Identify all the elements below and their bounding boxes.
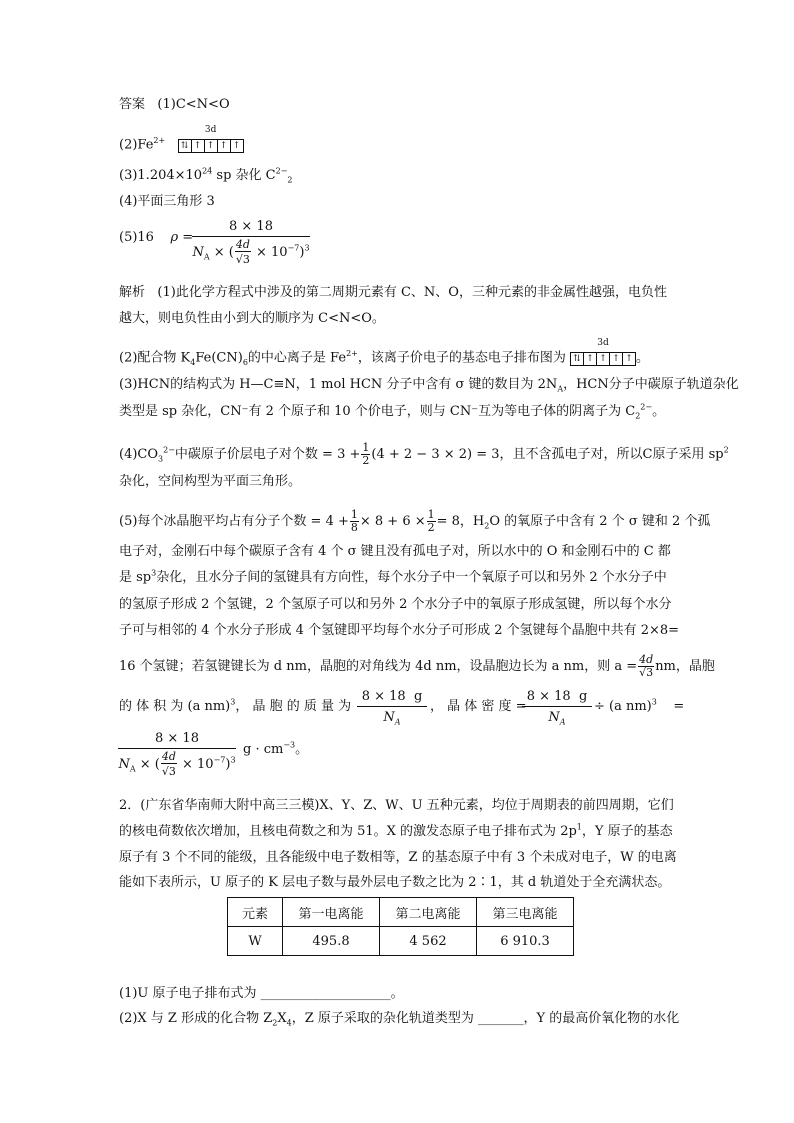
orbital-box: ⇅	[179, 140, 192, 152]
question2-line-3: 原子有 3 个不同的能级，且各能级中电子数相等，Z 的基态原子中有 3 个未成对电子，W 的电离	[119, 850, 677, 865]
analysis-p5-line-5: 子可与相邻的 4 个水分子形成 4 个氢键即平均每个水分子可形成 2 个氢键每个晶胞中共有 2×8=	[119, 623, 680, 638]
question2-line-4: 能如下表所示，U 原子的 K 层电子数与最外层电子数之比为 2∶1，其 d 轨道处于全充满状态。	[119, 875, 671, 890]
question2-line-1: 2．(广东省华南师大附中高三三模)X、Y、Z、W、U 五种元素，均位于周期表的前四周期，它们	[119, 798, 674, 813]
table-header-row	[228, 898, 574, 927]
mass-fraction: 8 × 18 g $N_A$	[357, 688, 427, 727]
table-header: 元素	[228, 898, 283, 927]
answer-line-1	[119, 96, 230, 114]
orbital-box: ↑	[205, 140, 218, 152]
orbital-box: ↑	[232, 141, 241, 151]
ionization-energy-table	[227, 897, 574, 956]
table-header: 第二电离能	[380, 898, 477, 927]
analysis-p4-line-1: $(4)CO_3^{2-}$中碳原子价层电子对个数 = 3 + $\frac{1}{2}$ (4 + 2 − 3 × 2) = 3，且不含孤电子对，所以C原子采用 $sp^2$	[119, 441, 729, 467]
analysis-p5-line-4: 的氢原子形成 2 个氢键，2 个氢原子可以和另外 2 个水分子中的氧原子形成氢键，所以每个水分	[119, 597, 672, 612]
question2-line-2: 的核电荷数依次增加，且核电荷数之和为 51。X 的激发态原子电子排布式为 $2p^1$，Y 原子的基态	[119, 822, 673, 839]
table-header: 第三电离能	[477, 898, 574, 927]
analysis-p3-line-1: (3)HCN的结构式为 H—C≡N，1 mol HCN 分子中含有 σ 键的数目为 $2N_A$，HCN分子中碳原子轨道杂化	[119, 377, 739, 394]
analysis-line-1: 解析 (1)此化学方程式中涉及的第二周期元素有 C、N、O，三种元素的非金属性越强，电负性	[119, 285, 667, 300]
density-result-fraction: 8 × 18 $N_A$ × ( $\frac{4d}{√3}$ × $10^{-7})^3$	[118, 731, 236, 778]
answer-line-2	[119, 125, 244, 155]
analysis-label: 解析	[119, 285, 146, 300]
analysis-p5-line-2: 电子对，金刚石中每个碳原子含有 4 个 σ 键且没有孤电子对，所以水中的 O 和金刚石中的 C 都	[119, 544, 671, 559]
answer-line-3: $(3)1.204\times 10^{24}$ sp 杂化 $C^{2-}_2$	[119, 166, 293, 185]
table-row	[228, 927, 574, 956]
analysis-p2: (2)配合物 $K_4Fe(CN)_6$的中心离子是 $Fe^{2+}$，该离子价电子的基态电子排布图为 3d ⇅ ↑ ↑ ↑ ↑ 。	[119, 338, 650, 368]
analysis-p5-line-1: (5)每个冰晶胞平均占有分子个数 = 4 + $\frac{1}{8}$ × 8 + 6 × $\frac{1}{2}$ = 8，$H_2O$ 的氧原子中含有 2 个 σ 键和 2 个孤	[119, 508, 711, 534]
density-fraction: 8 × 18 g $N_A$	[522, 688, 592, 727]
table-header: 第一电离能	[283, 898, 380, 927]
analysis-p3-line-2: 类型是 sp 杂化，CN⁻有 2 个原子和 10 个价电子，则与 CN⁻互为等电子体的阴离子为 $C_2^{2-}$。	[119, 402, 666, 421]
answer-1: (1)C<N<O	[157, 97, 230, 112]
table-cell: 4 562	[380, 927, 477, 956]
orbital-diagram	[178, 125, 244, 154]
analysis-p5-line-3: 是 $sp^3$杂化，且水分子间的氢键具有方向性，每个水分子中一个氧原子可以和另外 2 个水分子中	[119, 568, 667, 585]
answer-line-5: (5)16 ρ =	[119, 230, 194, 245]
table-cell: W	[228, 927, 283, 956]
orbital-label: 3d	[204, 125, 217, 135]
answer-line-4: (4)平面三角形 3	[119, 194, 215, 209]
answer-2: (2)Fe	[119, 137, 154, 153]
subquestion-2: (2)X 与 Z 形成的化合物 $Z_2X_4$，Z 原子采取的杂化轨道类型为 _______，Y 的最高价氧化物的水化	[119, 1011, 680, 1028]
density-unit: $g \cdot cm^{-3}$。	[243, 740, 309, 757]
table-cell: 6 910.3	[477, 927, 574, 956]
density-divide: ÷ (a nm)$^3$ =	[594, 697, 685, 714]
analysis-p5-line-7: 的 体 积 为 (a nm)$^3$， 晶 胞 的 质 量 为	[119, 697, 352, 714]
subquestion-1: (1)U 原子电子排布式为 ____________________。	[119, 986, 404, 1001]
table-cell: 495.8	[283, 927, 380, 956]
orbital-box: ↑	[192, 140, 205, 152]
orbital-box: ↑	[218, 140, 231, 152]
analysis-p5-line-6: 16 个氢键；若氢键键长为 d nm，晶胞的对角线为 4d nm，设晶胞边长为 a nm，则 a = $\frac{4d}{√3}$ nm，晶胞	[119, 653, 715, 679]
answer-label: 答案	[119, 97, 146, 112]
answer-2-charge: 2+	[153, 136, 166, 146]
orbital-diagram-2: 3d ⇅ ↑ ↑ ↑ ↑	[570, 349, 636, 367]
analysis-line-2: 越大，则电负性由小到大的顺序为 C<N<O。	[119, 311, 385, 326]
analysis-p4-line-2: 杂化，空间构型为平面三角形。	[119, 474, 302, 489]
density-formula: 8 × 18 $N_A$ × ( $\frac{4d}{√3}$ × $10^{-7})^3$	[192, 219, 310, 266]
density-text: ， 晶 体 密 度 =	[430, 699, 527, 714]
